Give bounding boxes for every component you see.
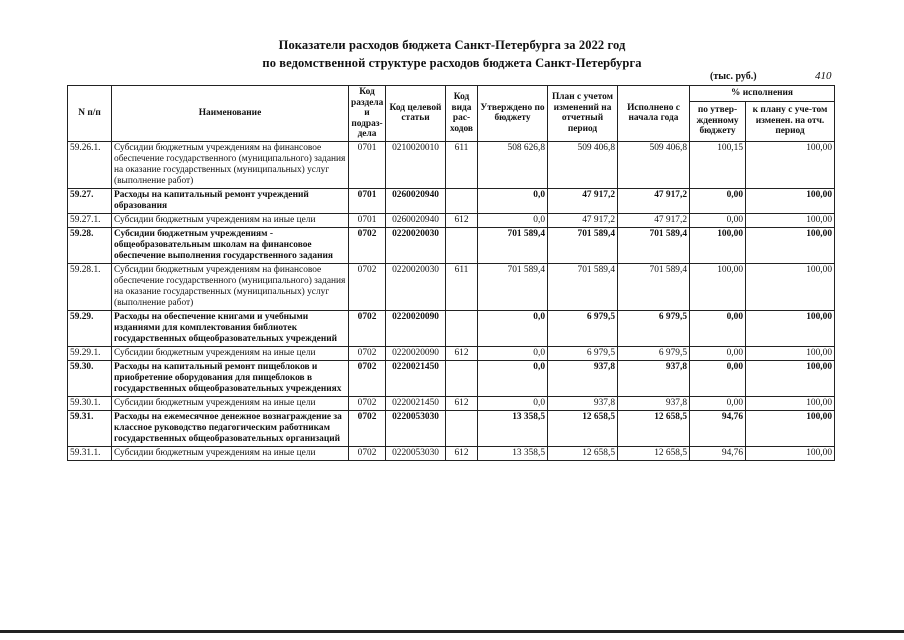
cell-target: 0220053030: [386, 410, 446, 446]
document-title-line-2: по ведомственной структуре расходов бюджета Санкт-Петербурга: [262, 56, 642, 70]
cell-name: Субсидии бюджетным учреждениям на иные цели: [112, 396, 349, 410]
cell-num: 59.30.1.: [68, 396, 112, 410]
cell-name: Расходы на ежемесячное денежное вознаграждение за классное руководство педагогическим работникам государственных общеобразовательных организаций: [112, 410, 349, 446]
cell-name: Расходы на капитальный ремонт учреждений образования: [112, 188, 349, 213]
header-pct-approved: по утвер-жденному бюджету: [690, 101, 746, 141]
cell-approved: 508 626,8: [478, 141, 548, 188]
header-executed: Исполнено с начала года: [618, 86, 690, 142]
cell-executed: 12 658,5: [618, 410, 690, 446]
cell-executed: 47 917,2: [618, 188, 690, 213]
cell-name: Субсидии бюджетным учреждениям на иные цели: [112, 213, 349, 227]
cell-plan: 6 979,5: [548, 310, 618, 346]
cell-name: Субсидии бюджетным учреждениям на иные цели: [112, 446, 349, 460]
header-target-code: Код целевой статьи: [386, 86, 446, 142]
cell-kind: [446, 360, 478, 396]
header-percent-group: % исполнения: [690, 86, 835, 102]
cell-executed: 6 979,5: [618, 346, 690, 360]
cell-plan: 47 917,2: [548, 188, 618, 213]
cell-kind: 612: [446, 346, 478, 360]
table-row: [68, 263, 835, 310]
cell-pct-approved: 94,76: [690, 446, 746, 460]
cell-target: 0220020030: [386, 263, 446, 310]
cell-pct-plan: 100,00: [746, 410, 835, 446]
cell-target: 0220020030: [386, 227, 446, 263]
header-pct-plan: к плану с уче-том изменен. на отч. период: [746, 101, 835, 141]
units-label: (тыс. руб.): [710, 71, 757, 82]
cell-kind: 612: [446, 446, 478, 460]
cell-pct-plan: 100,00: [746, 227, 835, 263]
cell-pct-plan: 100,00: [746, 263, 835, 310]
cell-executed: 12 658,5: [618, 446, 690, 460]
cell-kind: 612: [446, 213, 478, 227]
cell-target: 0220020090: [386, 310, 446, 346]
table-row: [68, 227, 835, 263]
cell-target: 0260020940: [386, 213, 446, 227]
cell-section: 0702: [349, 346, 386, 360]
cell-executed: 937,8: [618, 360, 690, 396]
table-row: [68, 188, 835, 213]
header-kind-code: Код вида рас-ходов: [446, 86, 478, 142]
cell-executed: 6 979,5: [618, 310, 690, 346]
cell-name: Субсидии бюджетным учреждениям на иные цели: [112, 346, 349, 360]
cell-pct-approved: 100,00: [690, 263, 746, 310]
cell-pct-plan: 100,00: [746, 188, 835, 213]
cell-name: Субсидии бюджетным учреждениям на финансовое обеспечение государственного (муниципального) задания на оказание государственных (муниципальных) услуг (выполнение работ): [112, 141, 349, 188]
cell-approved: 701 589,4: [478, 227, 548, 263]
header-plan: План с учетом изменений на отчетный период: [548, 86, 618, 142]
cell-name: Расходы на обеспечение книгами и учебными изданиями для комплектования библиотек государственных общеобразовательных учреждений: [112, 310, 349, 346]
cell-num: 59.31.1.: [68, 446, 112, 460]
cell-approved: 0,0: [478, 188, 548, 213]
cell-approved: 0,0: [478, 213, 548, 227]
cell-num: 59.26.1.: [68, 141, 112, 188]
cell-pct-plan: 100,00: [746, 310, 835, 346]
header-num: N п/п: [68, 86, 112, 142]
table-row: [68, 446, 835, 460]
cell-num: 59.28.: [68, 227, 112, 263]
cell-approved: 13 358,5: [478, 446, 548, 460]
header-name: Наименование: [112, 86, 349, 142]
cell-target: 0220021450: [386, 396, 446, 410]
cell-pct-approved: 100,00: [690, 227, 746, 263]
table-row: [68, 410, 835, 446]
cell-pct-approved: 0,00: [690, 213, 746, 227]
cell-pct-plan: 100,00: [746, 141, 835, 188]
cell-name: Субсидии бюджетным учреждениям на финансовое обеспечение государственного (муниципального) задания на оказание государственных (муниципальных) услуг (выполнение работ): [112, 263, 349, 310]
cell-kind: 612: [446, 396, 478, 410]
cell-kind: [446, 188, 478, 213]
cell-plan: 937,8: [548, 396, 618, 410]
cell-target: 0220053030: [386, 446, 446, 460]
cell-pct-approved: 0,00: [690, 188, 746, 213]
cell-kind: [446, 310, 478, 346]
cell-num: 59.27.: [68, 188, 112, 213]
cell-plan: 6 979,5: [548, 346, 618, 360]
cell-num: 59.29.: [68, 310, 112, 346]
cell-section: 0702: [349, 396, 386, 410]
cell-section: 0701: [349, 141, 386, 188]
cell-kind: 611: [446, 141, 478, 188]
cell-kind: 611: [446, 263, 478, 310]
cell-num: 59.29.1.: [68, 346, 112, 360]
cell-section: 0702: [349, 446, 386, 460]
cell-plan: 47 917,2: [548, 213, 618, 227]
page-number: 410: [815, 70, 832, 82]
cell-plan: 701 589,4: [548, 227, 618, 263]
cell-section: 0702: [349, 227, 386, 263]
table-row: [68, 213, 835, 227]
cell-num: 59.31.: [68, 410, 112, 446]
cell-target: 0220021450: [386, 360, 446, 396]
header-approved: Утверждено по бюджету: [478, 86, 548, 142]
cell-num: 59.30.: [68, 360, 112, 396]
cell-kind: [446, 227, 478, 263]
cell-section: 0701: [349, 188, 386, 213]
cell-approved: 0,0: [478, 310, 548, 346]
cell-kind: [446, 410, 478, 446]
cell-plan: 509 406,8: [548, 141, 618, 188]
cell-executed: 509 406,8: [618, 141, 690, 188]
cell-approved: 701 589,4: [478, 263, 548, 310]
cell-pct-approved: 94,76: [690, 410, 746, 446]
cell-pct-approved: 100,15: [690, 141, 746, 188]
cell-approved: 0,0: [478, 346, 548, 360]
cell-num: 59.27.1.: [68, 213, 112, 227]
table-row: [68, 310, 835, 346]
table-row: [68, 141, 835, 188]
cell-executed: 701 589,4: [618, 263, 690, 310]
cell-executed: 701 589,4: [618, 227, 690, 263]
cell-approved: 13 358,5: [478, 410, 548, 446]
cell-pct-approved: 0,00: [690, 360, 746, 396]
cell-section: 0702: [349, 360, 386, 396]
cell-plan: 937,8: [548, 360, 618, 396]
cell-num: 59.28.1.: [68, 263, 112, 310]
document-title-line-1: Показатели расходов бюджета Санкт-Петербурга за 2022 год: [278, 38, 626, 52]
cell-section: 0701: [349, 213, 386, 227]
cell-pct-approved: 0,00: [690, 310, 746, 346]
cell-approved: 0,0: [478, 360, 548, 396]
expenditure-table: [67, 85, 835, 461]
cell-pct-approved: 0,00: [690, 396, 746, 410]
cell-target: 0210020010: [386, 141, 446, 188]
cell-name: Расходы на капитальный ремонт пищеблоков и приобретение оборудования для пищеблоков в государственных общеобразовательных учреждениях: [112, 360, 349, 396]
cell-pct-plan: 100,00: [746, 346, 835, 360]
cell-executed: 937,8: [618, 396, 690, 410]
cell-pct-plan: 100,00: [746, 396, 835, 410]
cell-section: 0702: [349, 410, 386, 446]
cell-approved: 0,0: [478, 396, 548, 410]
cell-section: 0702: [349, 310, 386, 346]
scan-edge-line: [0, 630, 904, 633]
header-section-code: Код раздела и подраз-дела: [349, 86, 386, 142]
cell-target: 0220020090: [386, 346, 446, 360]
table-row: [68, 396, 835, 410]
table-row: [68, 360, 835, 396]
cell-name: Субсидии бюджетным учреждениям - общеобразовательным школам на финансовое обеспечение выполнения государственного задания: [112, 227, 349, 263]
cell-plan: 12 658,5: [548, 410, 618, 446]
cell-pct-plan: 100,00: [746, 213, 835, 227]
cell-pct-plan: 100,00: [746, 360, 835, 396]
cell-plan: 12 658,5: [548, 446, 618, 460]
cell-plan: 701 589,4: [548, 263, 618, 310]
cell-pct-approved: 0,00: [690, 346, 746, 360]
table-row: [68, 346, 835, 360]
cell-section: 0702: [349, 263, 386, 310]
cell-target: 0260020940: [386, 188, 446, 213]
table-body: [68, 141, 835, 460]
cell-pct-plan: 100,00: [746, 446, 835, 460]
cell-executed: 47 917,2: [618, 213, 690, 227]
